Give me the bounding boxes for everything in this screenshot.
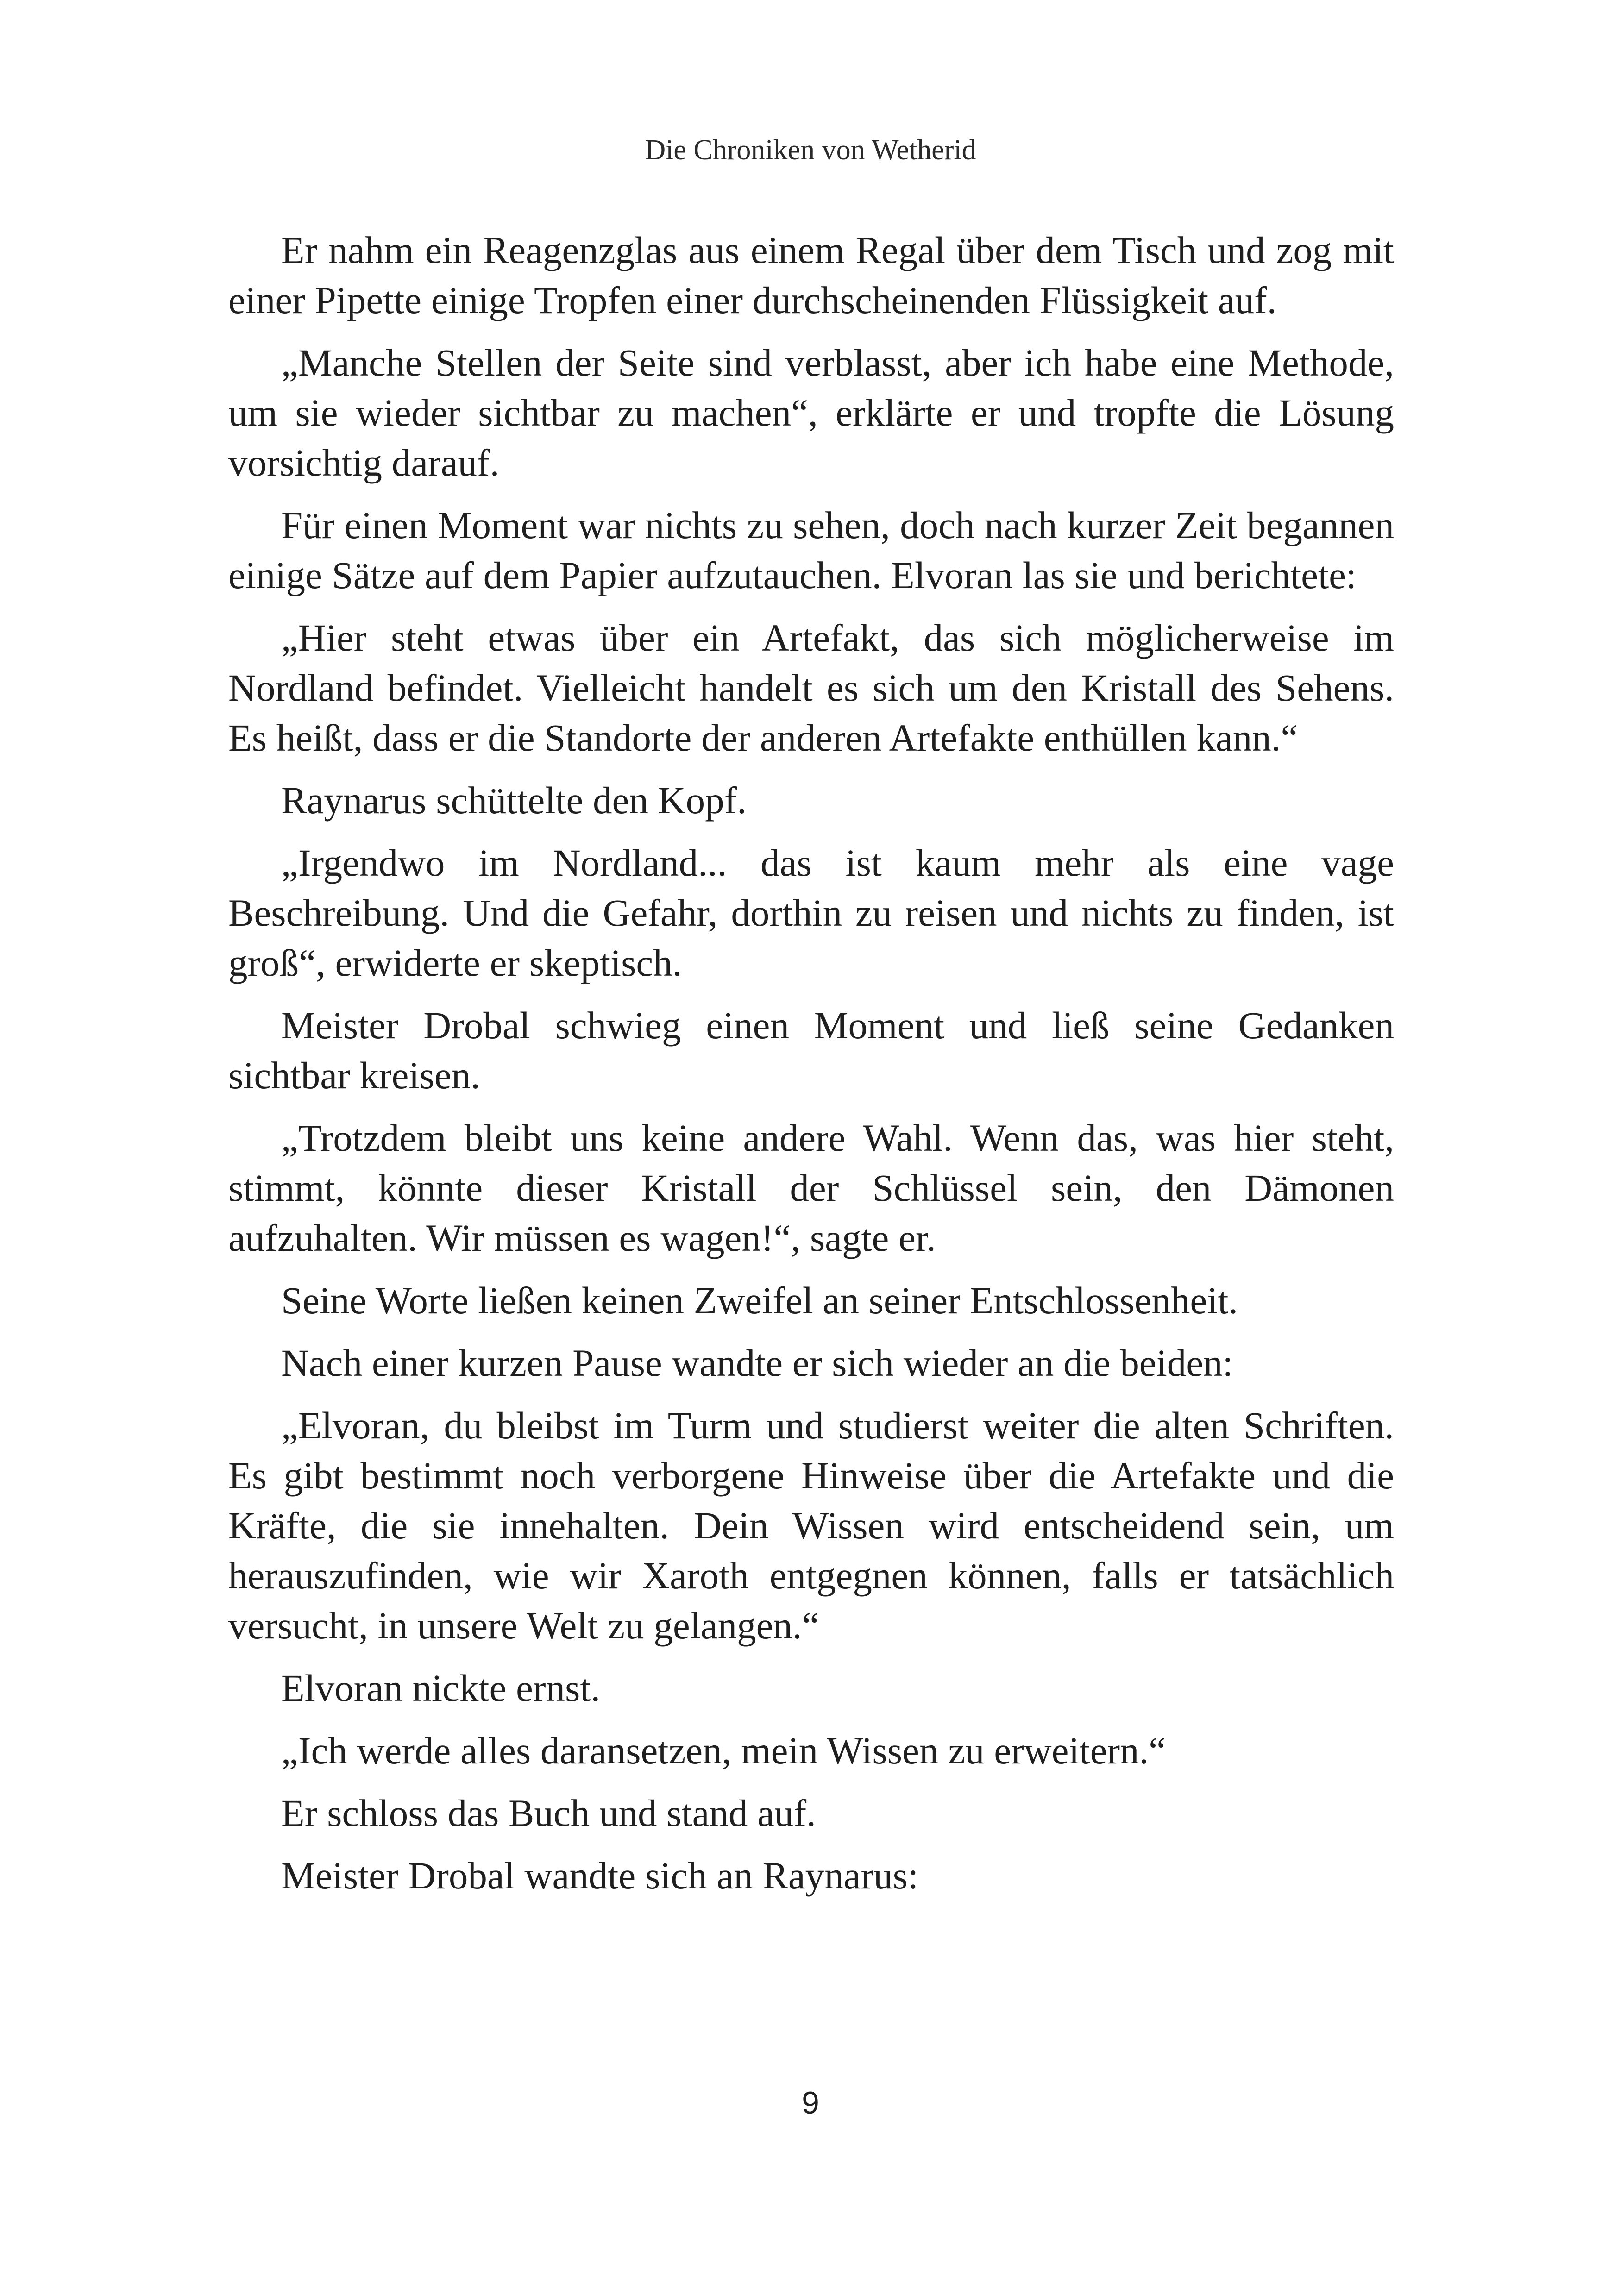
paragraph: Er nahm ein Reagenzglas aus einem Regal über dem Tisch und zog mit einer Pipette einige Tropfen einer durchscheinenden Flüssigkeit auf. xyxy=(228,229,1394,321)
paragraph: „Ich werde alles daransetzen, mein Wissen zu erweitern.“ xyxy=(281,1729,1166,1772)
paragraph: „Hier steht etwas über ein Artefakt, das sich möglicherweise im Nordland befindet. Vielleicht handelt es sich um den Kristall des Sehens. Es heißt, dass er die Standorte der anderen Artefakte enthüllen kann.“ xyxy=(228,616,1394,759)
page-number: 9 xyxy=(802,2085,819,2120)
paragraph: Raynarus schüttelte den Kopf. xyxy=(281,779,747,822)
paragraph: Meister Drobal schwieg einen Moment und ließ seine Gedanken sichtbar kreisen. xyxy=(228,1004,1394,1097)
paragraph: Nach einer kurzen Pause wandte er sich wieder an die beiden: xyxy=(281,1342,1233,1384)
paragraph: Für einen Moment war nichts zu sehen, doch nach kurzer Zeit begannen einige Sätze auf dem Papier aufzutauchen. Elvoran las sie und berichtete: xyxy=(228,504,1394,596)
paragraph: „Irgendwo im Nordland... das ist kaum mehr als eine vage Beschreibung. Und die Gefahr, dorthin zu reisen und nichts zu finden, ist groß“, erwiderte er skeptisch. xyxy=(228,841,1394,984)
paragraph: Meister Drobal wandte sich an Raynarus: xyxy=(281,1854,919,1897)
paragraph: Er schloss das Buch und stand auf. xyxy=(281,1792,816,1834)
paragraph: Elvoran nickte ernst. xyxy=(281,1667,601,1709)
running-header: Die Chroniken von Wetherid xyxy=(645,134,976,166)
body-text xyxy=(228,225,1394,1913)
paragraph: „Elvoran, du bleibst im Turm und studierst weiter die alten Schriften. Es gibt bestimmt noch verborgene Hinweise über die Artefakte und die Kräfte, die sie innehalten. Dein Wissen wird entscheidend sein, um herauszufinden, wie wir Xaroth entgegnen können, falls er tatsächlich versucht, in unsere Welt zu gelangen.“ xyxy=(228,1404,1394,1647)
paragraph: „Trotzdem bleibt uns keine andere Wahl. Wenn das, was hier steht, stimmt, könnte dieser Kristall der Schlüssel sein, den Dämonen aufzuhalten. Wir müssen es wagen!“, sagte er. xyxy=(228,1117,1394,1259)
paragraph: „Manche Stellen der Seite sind verblasst, aber ich habe eine Methode, um sie wieder sichtbar zu machen“, erklärte er und tropfte die Lösung vorsichtig darauf. xyxy=(228,341,1394,484)
paragraph: Seine Worte ließen keinen Zweifel an seiner Entschlossenheit. xyxy=(281,1279,1238,1322)
